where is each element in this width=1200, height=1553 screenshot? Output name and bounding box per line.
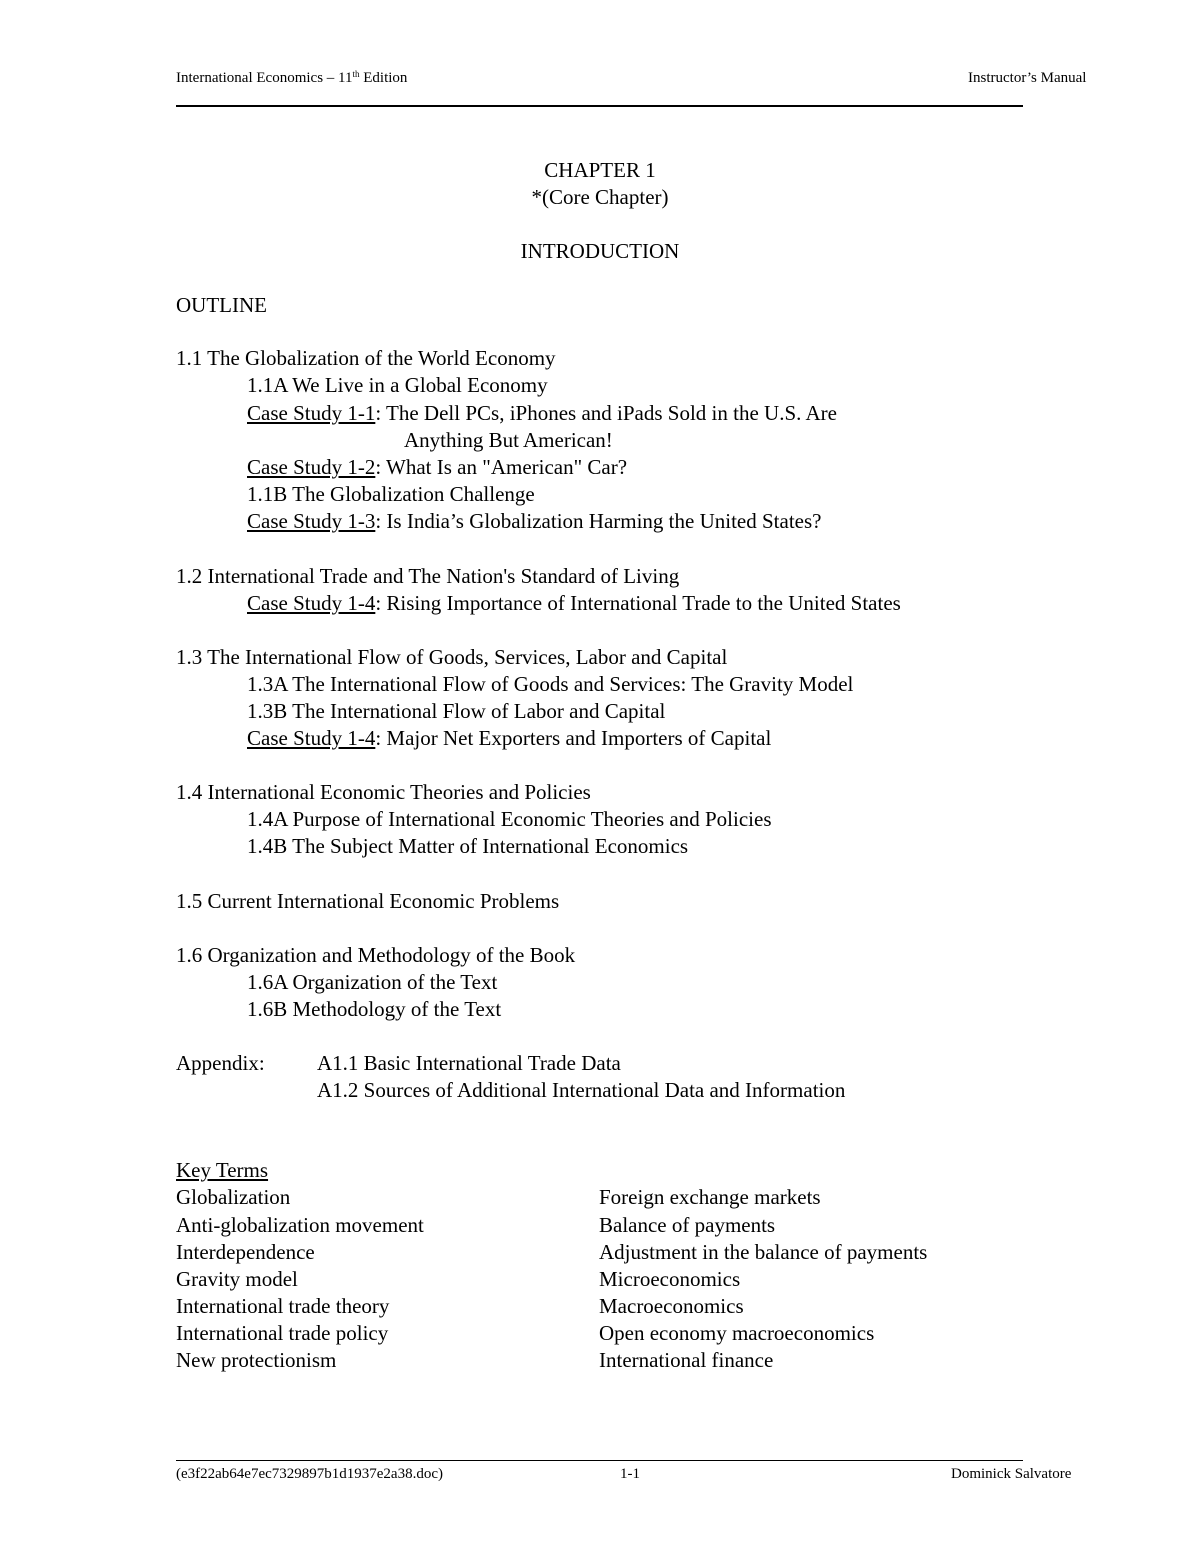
key-term: International trade theory — [176, 1294, 390, 1318]
section-1-6-heading: 1.6 Organization and Methodology of the Book — [176, 943, 576, 967]
case-study-1-3: Case Study 1-3: Is India’s Globalization Harming the United States? — [247, 509, 822, 533]
section-1-3-heading: 1.3 The International Flow of Goods, Services, Labor and Capital — [176, 645, 728, 669]
section-1-4-heading: 1.4 International Economic Theories and Policies — [176, 780, 591, 804]
key-term: Anti-globalization movement — [176, 1213, 424, 1237]
section-1-3a: 1.3A The International Flow of Goods and Services: The Gravity Model — [247, 672, 854, 696]
key-term: Adjustment in the balance of payments — [599, 1240, 928, 1264]
footer-page-number: 1-1 — [620, 1466, 640, 1482]
section-1-6a: 1.6A Organization of the Text — [247, 970, 498, 994]
case-study-label: Case Study 1-4 — [247, 591, 376, 615]
key-term: Interdependence — [176, 1240, 315, 1264]
chapter-title: INTRODUCTION — [520, 239, 680, 263]
outline-label: OUTLINE — [176, 293, 267, 317]
case-study-label: Case Study 1-2 — [247, 455, 376, 479]
case-study-label: Case Study 1-4 — [247, 726, 376, 750]
key-term: Gravity model — [176, 1267, 298, 1291]
footer-filename: (e3f22ab64e7ec7329897b1d1937e2a38.doc) — [176, 1466, 443, 1482]
case-study-1-2: Case Study 1-2: What Is an "American" Car? — [247, 455, 628, 479]
key-term: Open economy macroeconomics — [599, 1321, 875, 1345]
running-header-manual: Instructor’s Manual — [968, 70, 1087, 86]
key-term: International finance — [599, 1348, 774, 1372]
section-1-5-heading: 1.5 Current International Economic Problems — [176, 889, 560, 913]
key-term: International trade policy — [176, 1321, 389, 1345]
section-1-1a: 1.1A We Live in a Global Economy — [247, 373, 548, 397]
chapter-number: CHAPTER 1 — [544, 158, 656, 182]
case-study-1-1: Case Study 1-1: The Dell PCs, iPhones and iPads Sold in the U.S. Are — [247, 401, 837, 425]
key-term: New protectionism — [176, 1348, 337, 1372]
footer-rule — [176, 1460, 1023, 1461]
section-1-4a: 1.4A Purpose of International Economic Theories and Policies — [247, 807, 772, 831]
case-study-capital: Case Study 1-4: Major Net Exporters and Importers of Capital — [247, 726, 772, 750]
key-term: Balance of payments — [599, 1213, 776, 1237]
appendix-a1-1: A1.1 Basic International Trade Data — [317, 1051, 621, 1075]
chapter-core-note: *(Core Chapter) — [531, 185, 669, 209]
key-term: Foreign exchange markets — [599, 1185, 821, 1209]
section-1-1-heading: 1.1 The Globalization of the World Economy — [176, 346, 556, 370]
section-1-6b: 1.6B Methodology of the Text — [247, 997, 502, 1021]
case-study-label: Case Study 1-3 — [247, 509, 376, 533]
case-study-1-1-continued: Anything But American! — [404, 428, 613, 452]
key-term: Macroeconomics — [599, 1294, 744, 1318]
key-terms-heading: Key Terms — [176, 1158, 269, 1182]
appendix-a1-2: A1.2 Sources of Additional International Data and Information — [317, 1078, 846, 1102]
section-1-1b: 1.1B The Globalization Challenge — [247, 482, 535, 506]
section-1-2-heading: 1.2 International Trade and The Nation's Standard of Living — [176, 564, 680, 588]
section-1-4b: 1.4B The Subject Matter of International Economics — [247, 834, 689, 858]
case-study-1-4: Case Study 1-4: Rising Importance of International Trade to the United States — [247, 591, 901, 615]
appendix-label: Appendix: — [176, 1051, 265, 1075]
key-term: Microeconomics — [599, 1267, 741, 1291]
case-study-label: Case Study 1-1 — [247, 401, 376, 425]
section-1-3b: 1.3B The International Flow of Labor and Capital — [247, 699, 666, 723]
running-header-title: International Economics – 11th Edition — [176, 69, 408, 86]
footer-author: Dominick Salvatore — [951, 1466, 1072, 1482]
header-rule — [176, 105, 1023, 107]
key-term: Globalization — [176, 1185, 291, 1209]
